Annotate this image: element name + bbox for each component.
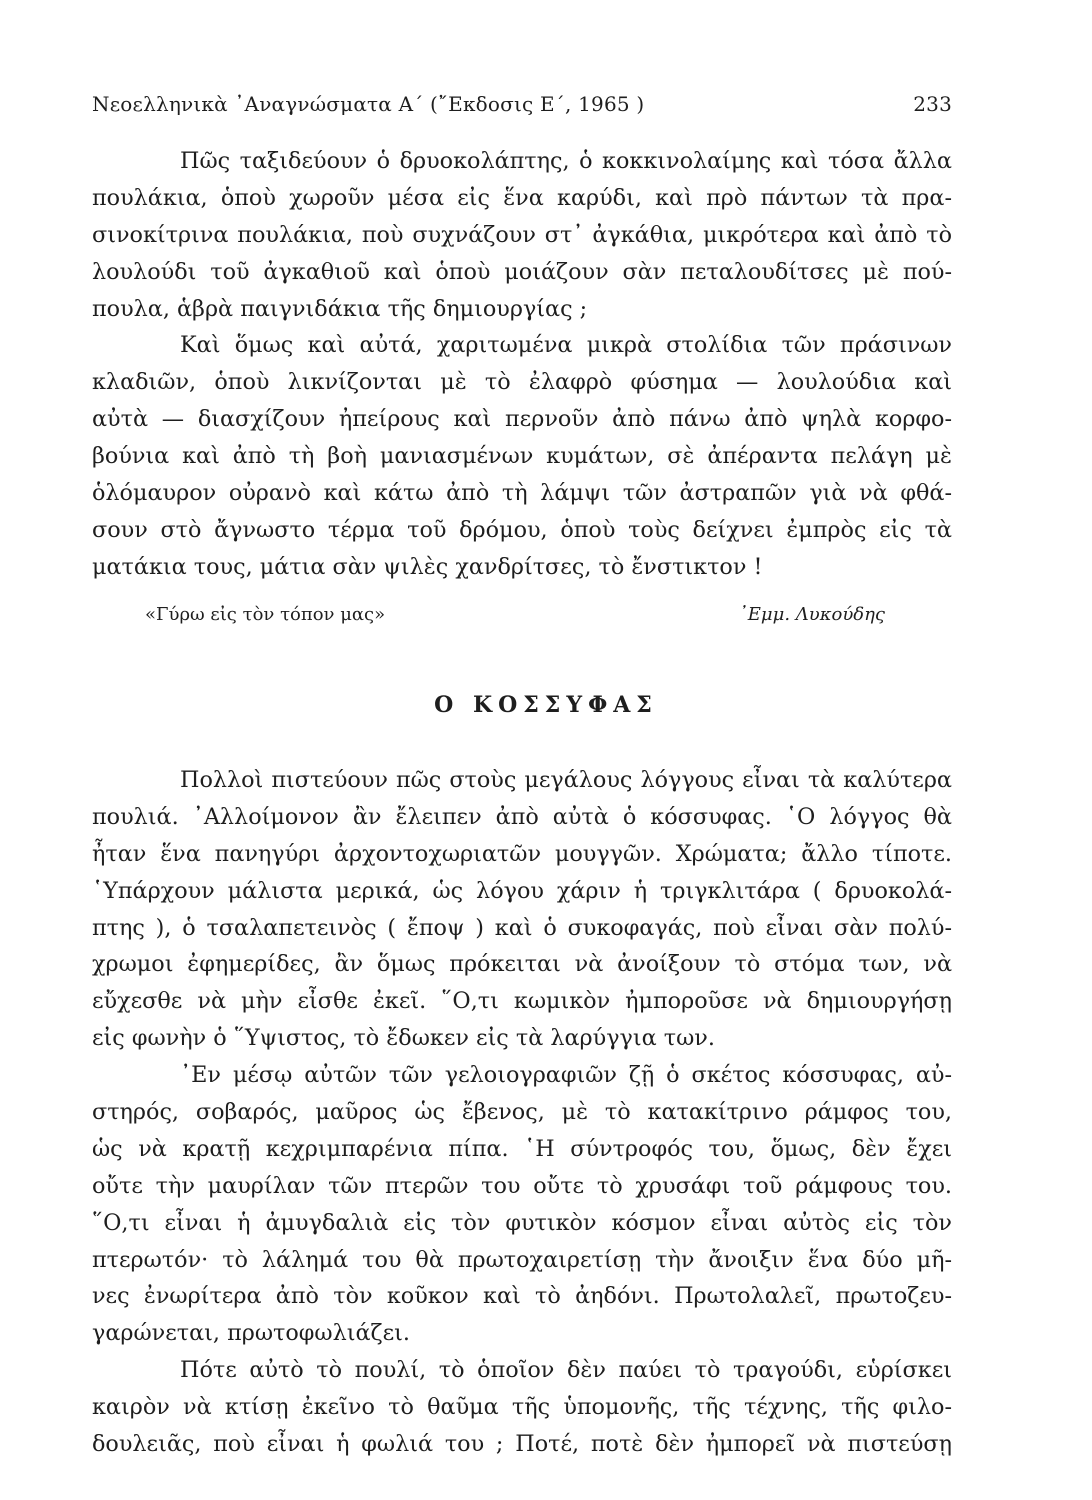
text-line: εἰς φωνὴν ὁ ῞Υψιστος, τὸ ἔδωκεν εἰς τὰ λαρύγγια των.	[92, 1025, 715, 1052]
text-line: καιρὸν νὰ κτίσῃ ἐκεῖνο τὸ θαῦμα τῆς ὑπομονῆς, τῆς τέχνης, τῆς φιλο-	[92, 1394, 952, 1421]
section-title: Ο ΚΟΣΣΥΦΑΣ	[434, 692, 658, 718]
passage-blackbird	[92, 762, 952, 1463]
text-line: σινοκίτρινα πουλάκια, ποὺ συχνάζουν στ᾿ ἀγκάθια, μικρότερα καὶ ἀπὸ τὸ	[92, 221, 952, 248]
text-line: πτερωτόν· τὸ λάλημά του θὰ πρωτοχαιρετίσῃ τὴν ἄνοιξιν ἕνα δύο μῆ-	[92, 1246, 952, 1273]
text-line: Πολλοὶ πιστεύουν πῶς στοὺς μεγάλους λόγγους εἶναι τὰ καλύτερα	[180, 767, 952, 793]
text-line: ματάκια τους, μάτια σὰν ψιλὲς χανδρίτσες, τὸ ἔνστικτον !	[92, 553, 763, 580]
text-line: λουλούδι τοῦ ἀγκαθιοῦ καὶ ὁποὺ μοιάζουν σὰν πεταλουδίτσες μὲ πού-	[92, 258, 952, 285]
text-line: πουλα, ἁβρὰ παιγνιδάκια τῆς δημιουργίας ;	[92, 295, 588, 322]
text-line: ὁλόμαυρον οὐρανὸ καὶ κάτω ἀπὸ τὴ λάμψι τῶν ἀστραπῶν γιὰ νὰ φθά-	[92, 480, 952, 507]
text-line: ῞Ο,τι εἶναι ἡ ἀμυγδαλιὰ εἰς τὸν φυτικὸν κόσμον εἶναι αὐτὸς εἰς τὸν	[92, 1209, 952, 1236]
text-line: οὔτε τὴν μαυρίλαν τῶν πτερῶν του οὔτε τὸ χρυσάφι τοῦ ράμφους του.	[92, 1172, 952, 1199]
passage-birds-travel	[92, 143, 952, 586]
text-line: πτης ), ὁ τσαλαπετεινὸς ( ἔποψ ) καὶ ὁ συκοφαγάς, ποὺ εἶναι σὰν πολύ-	[92, 914, 952, 941]
text-line: χρωμοι ἐφημερίδες, ἂν ὅμως πρόκειται νὰ ἀνοίξουν τὸ στόμα των, νὰ	[92, 951, 952, 978]
text-line: ῾Υπάρχουν μάλιστα μερικά, ὡς λόγου χάριν ἡ τριγκλιτάρα ( δρυοκολά-	[92, 877, 952, 904]
text-line: κλαδιῶν, ὁποὺ λικνίζονται μὲ τὸ ἐλαφρὸ φύσημα — λουλούδια καὶ	[92, 369, 952, 396]
text-line: ὡς νὰ κρατῇ κεχριμπαρένια πίπα. ῾Η σύντροφός του, ὅμως, δὲν ἔχει	[92, 1135, 952, 1162]
attribution-author: ᾿Εμμ. Λυκούδης	[738, 604, 885, 625]
text-line: δουλειᾶς, ποὺ εἶναι ἡ φωλιά του ; Ποτέ, ποτὲ δὲν ἠμπορεῖ νὰ πιστεύσῃ	[92, 1431, 952, 1458]
text-line: ἦταν ἕνα πανηγύρι ἀρχοντοχωριατῶν μουγγῶν. Χρώματα; ἄλλο τίποτε.	[92, 840, 952, 867]
text-line: Καὶ ὅμως καὶ αὐτά, χαριτωμένα μικρὰ στολίδια τῶν πράσινων	[180, 332, 952, 359]
attribution	[145, 604, 885, 634]
text-line: ᾿Εν μέσῳ αὐτῶν τῶν γελοιογραφιῶν ζῇ ὁ σκέτος κόσσυφας, αὐ-	[180, 1062, 952, 1089]
running-header	[92, 92, 952, 128]
header-title: Νεοελληνικὰ ᾿Αναγνώσματα Α΄ (῎Εκδοσις Ε΄, 1965 )	[92, 92, 645, 116]
attribution-source: «Γύρω εἰς τὸν τόπον μας»	[145, 604, 386, 625]
text-line: νες ἐνωρίτερα ἀπὸ τὸν κοῦκον καὶ τὸ ἀηδόνι. Πρωτολαλεῖ, πρωτοζευ-	[92, 1283, 952, 1310]
text-line: πουλάκια, ὁποὺ χωροῦν μέσα εἰς ἕνα καρύδι, καὶ πρὸ πάντων τὰ πρα-	[92, 184, 952, 211]
text-line: βούνια καὶ ἀπὸ τὴ βοὴ μανιασμένων κυμάτων, σὲ ἀπέραντα πελάγη μὲ	[92, 443, 952, 470]
text-line: αὐτὰ — διασχίζουν ἠπείρους καὶ περνοῦν ἀπὸ πάνω ἀπὸ ψηλὰ κορφο-	[92, 406, 952, 433]
text-line: Πῶς ταξιδεύουν ὁ δρυοκολάπτης, ὁ κοκκινολαίμης καὶ τόσα ἄλλα	[180, 148, 952, 174]
text-line: πουλιά. ᾿Αλλοίμονον ἂν ἔλειπεν ἀπὸ αὐτὰ ὁ κόσσυφας. ῾Ο λόγγος θὰ	[92, 803, 952, 830]
page-number: 233	[913, 92, 952, 116]
text-line: Πότε αὐτὸ τὸ πουλί, τὸ ὁποῖον δὲν παύει τὸ τραγούδι, εὑρίσκει	[180, 1357, 952, 1384]
text-line: γαρώνεται, πρωτοφωλιάζει.	[92, 1320, 410, 1347]
text-line: σουν στὸ ἄγνωστο τέρμα τοῦ δρόμου, ὁποὺ τοὺς δείχνει ἐμπρὸς εἰς τὰ	[92, 516, 952, 543]
text-line: στηρός, σοβαρός, μαῦρος ὡς ἔβενος, μὲ τὸ κατακίτρινο ράμφος του,	[92, 1099, 952, 1126]
text-line: εὔχεσθε νὰ μὴν εἶσθε ἐκεῖ. ῞Ο,τι κωμικὸν ἠμποροῦσε νὰ δημιουργήσῃ	[92, 988, 952, 1015]
